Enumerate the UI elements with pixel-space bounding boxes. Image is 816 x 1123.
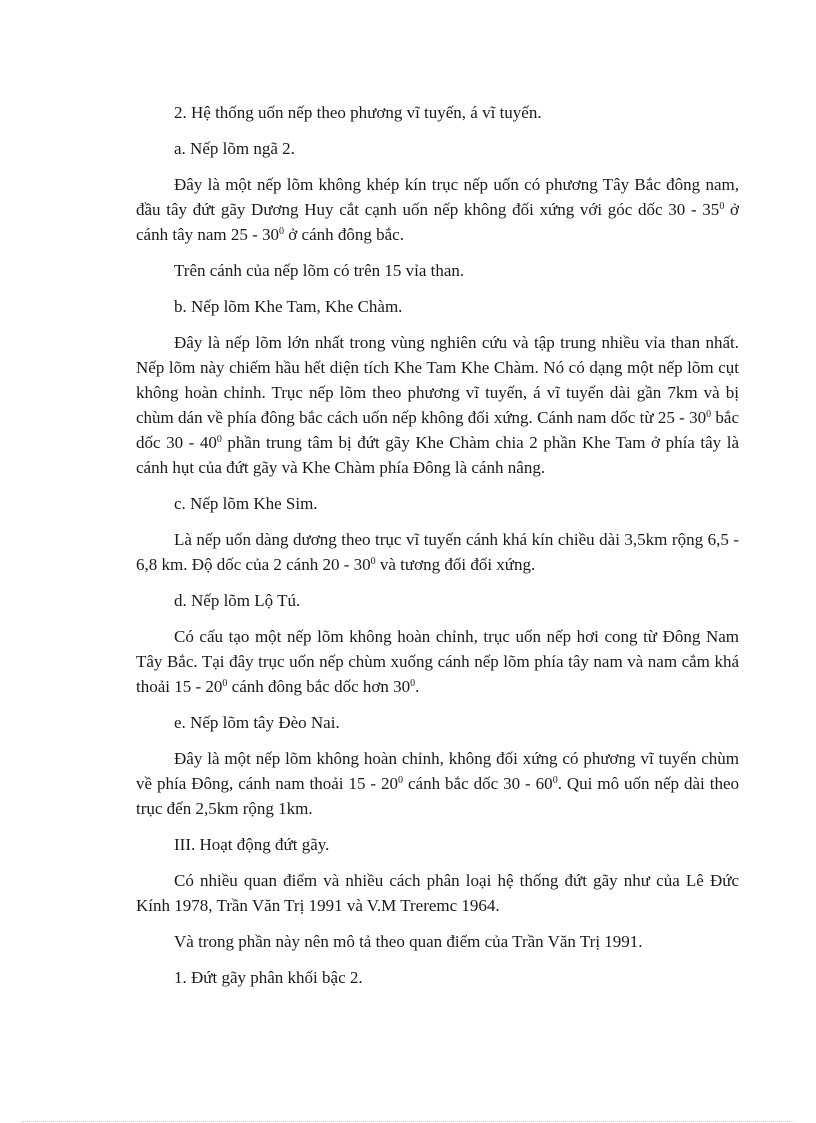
text-run: ở cánh đông bắc.	[284, 225, 404, 244]
text-run: cánh bắc dốc 30 - 60	[403, 774, 553, 793]
text-run: Đây là nếp lõm lớn nhất trong vùng nghiên cứu và tập trung nhiều vỉa than nhất. Nếp lõm này chiếm hầu hết diện tích Khe Tam Khe Chàm. Nó có dạng một nếp lõm cụt không hoàn chỉnh. Trục nếp lõm theo phương vĩ tuyến, á vĩ tuyến dài gần 7km và bị chùm dán về phía đông bắc cách uốn nếp không đối xứng. Cánh nam dốc từ 25 - 30	[136, 333, 739, 427]
section-line	[136, 294, 739, 319]
section-line	[136, 100, 739, 125]
degree-superscript: 0	[216, 434, 222, 445]
degree-superscript: 0	[398, 775, 404, 786]
section-line	[136, 832, 739, 857]
text-run: Đây là một nếp lõm không hoàn chỉnh, không đối xứng có phương vĩ tuyến chùm về phía Đông, cánh nam thoải 15 - 20	[136, 749, 739, 793]
page-bottom-border	[22, 1121, 794, 1122]
degree-superscript: 0	[552, 775, 558, 786]
section-line	[136, 136, 739, 161]
text-run: 2. Hệ thống uốn nếp theo phương vĩ tuyến, á vĩ tuyến.	[174, 103, 542, 122]
text-run: III. Hoạt động đứt gãy.	[174, 835, 330, 854]
text-run: e. Nếp lõm tây Đèo Nai.	[174, 713, 340, 732]
text-run: Đây là một nếp lõm không khép kín trục nếp uốn có phương Tây Bắc đông nam, đầu tây đứt gãy Dương Huy cắt cạnh uốn nếp không đối xứng với góc dốc 30 - 35	[136, 175, 739, 219]
degree-superscript: 0	[279, 226, 285, 237]
body-paragraph	[136, 527, 739, 577]
text-run: Trên cánh của nếp lõm có trên 15 vỉa than.	[174, 261, 465, 280]
degree-superscript: 0	[706, 409, 712, 420]
section-line	[136, 491, 739, 516]
text-run: Và trong phần này nên mô tả theo quan điểm của Trần Văn Trị 1991.	[174, 932, 643, 951]
text-run: Là nếp uốn dàng dương theo trục vĩ tuyến cánh khá kín chiều dài 3,5km rộng 6,5 - 6,8 km. Độ dốc của 2 cánh 20 - 30	[136, 530, 739, 574]
text-run: bắc dốc 30 - 40	[136, 408, 739, 452]
text-run: ở cánh tây nam 25 - 30	[136, 200, 739, 244]
text-run: cánh đông bắc dốc hơn 30	[227, 677, 411, 696]
degree-superscript: 0	[222, 678, 228, 689]
section-line	[136, 929, 739, 954]
degree-superscript: 0	[410, 678, 416, 689]
degree-superscript: 0	[370, 556, 376, 567]
section-line	[136, 710, 739, 735]
section-line	[136, 258, 739, 283]
body-paragraph	[136, 172, 739, 247]
text-run: b. Nếp lõm Khe Tam, Khe Chàm.	[174, 297, 403, 316]
text-run: phần trung tâm bị đứt gãy Khe Chàm chia 2 phần Khe Tam ở phía tây là cánh hụt của đứt gãy và Khe Chàm phía Đông là cánh nâng.	[136, 433, 739, 477]
text-run: d. Nếp lõm Lộ Tú.	[174, 591, 301, 610]
text-run: và tương đối đối xứng.	[375, 555, 536, 574]
text-run: .	[415, 677, 420, 696]
body-paragraph	[136, 330, 739, 480]
section-line	[136, 965, 739, 990]
degree-superscript: 0	[719, 201, 725, 212]
text-run: 1. Đứt gãy phân khối bậc 2.	[174, 968, 363, 987]
body-paragraph	[136, 868, 739, 918]
text-run: c. Nếp lõm Khe Sim.	[174, 494, 318, 513]
text-run: Có cấu tạo một nếp lõm không hoàn chỉnh, trục uốn nếp hơi cong từ Đông Nam Tây Bắc. Tại đây trục uốn nếp chùm xuống cánh nếp lõm phía tây nam và nam cắm khá thoải 15 - 20	[136, 627, 739, 696]
body-paragraph	[136, 624, 739, 699]
text-run: Có nhiều quan điểm và nhiều cách phân loại hệ thống đứt gãy như của Lê Đức Kính 1978, Trần Văn Trị 1991 và V.M Treremc 1964.	[136, 871, 739, 915]
section-line	[136, 588, 739, 613]
document-page	[136, 100, 739, 1001]
text-run: . Qui mô uốn nếp dài theo trục đến 2,5km rộng 1km.	[136, 774, 739, 818]
text-run: a. Nếp lõm ngã 2.	[174, 139, 295, 158]
body-paragraph	[136, 746, 739, 821]
